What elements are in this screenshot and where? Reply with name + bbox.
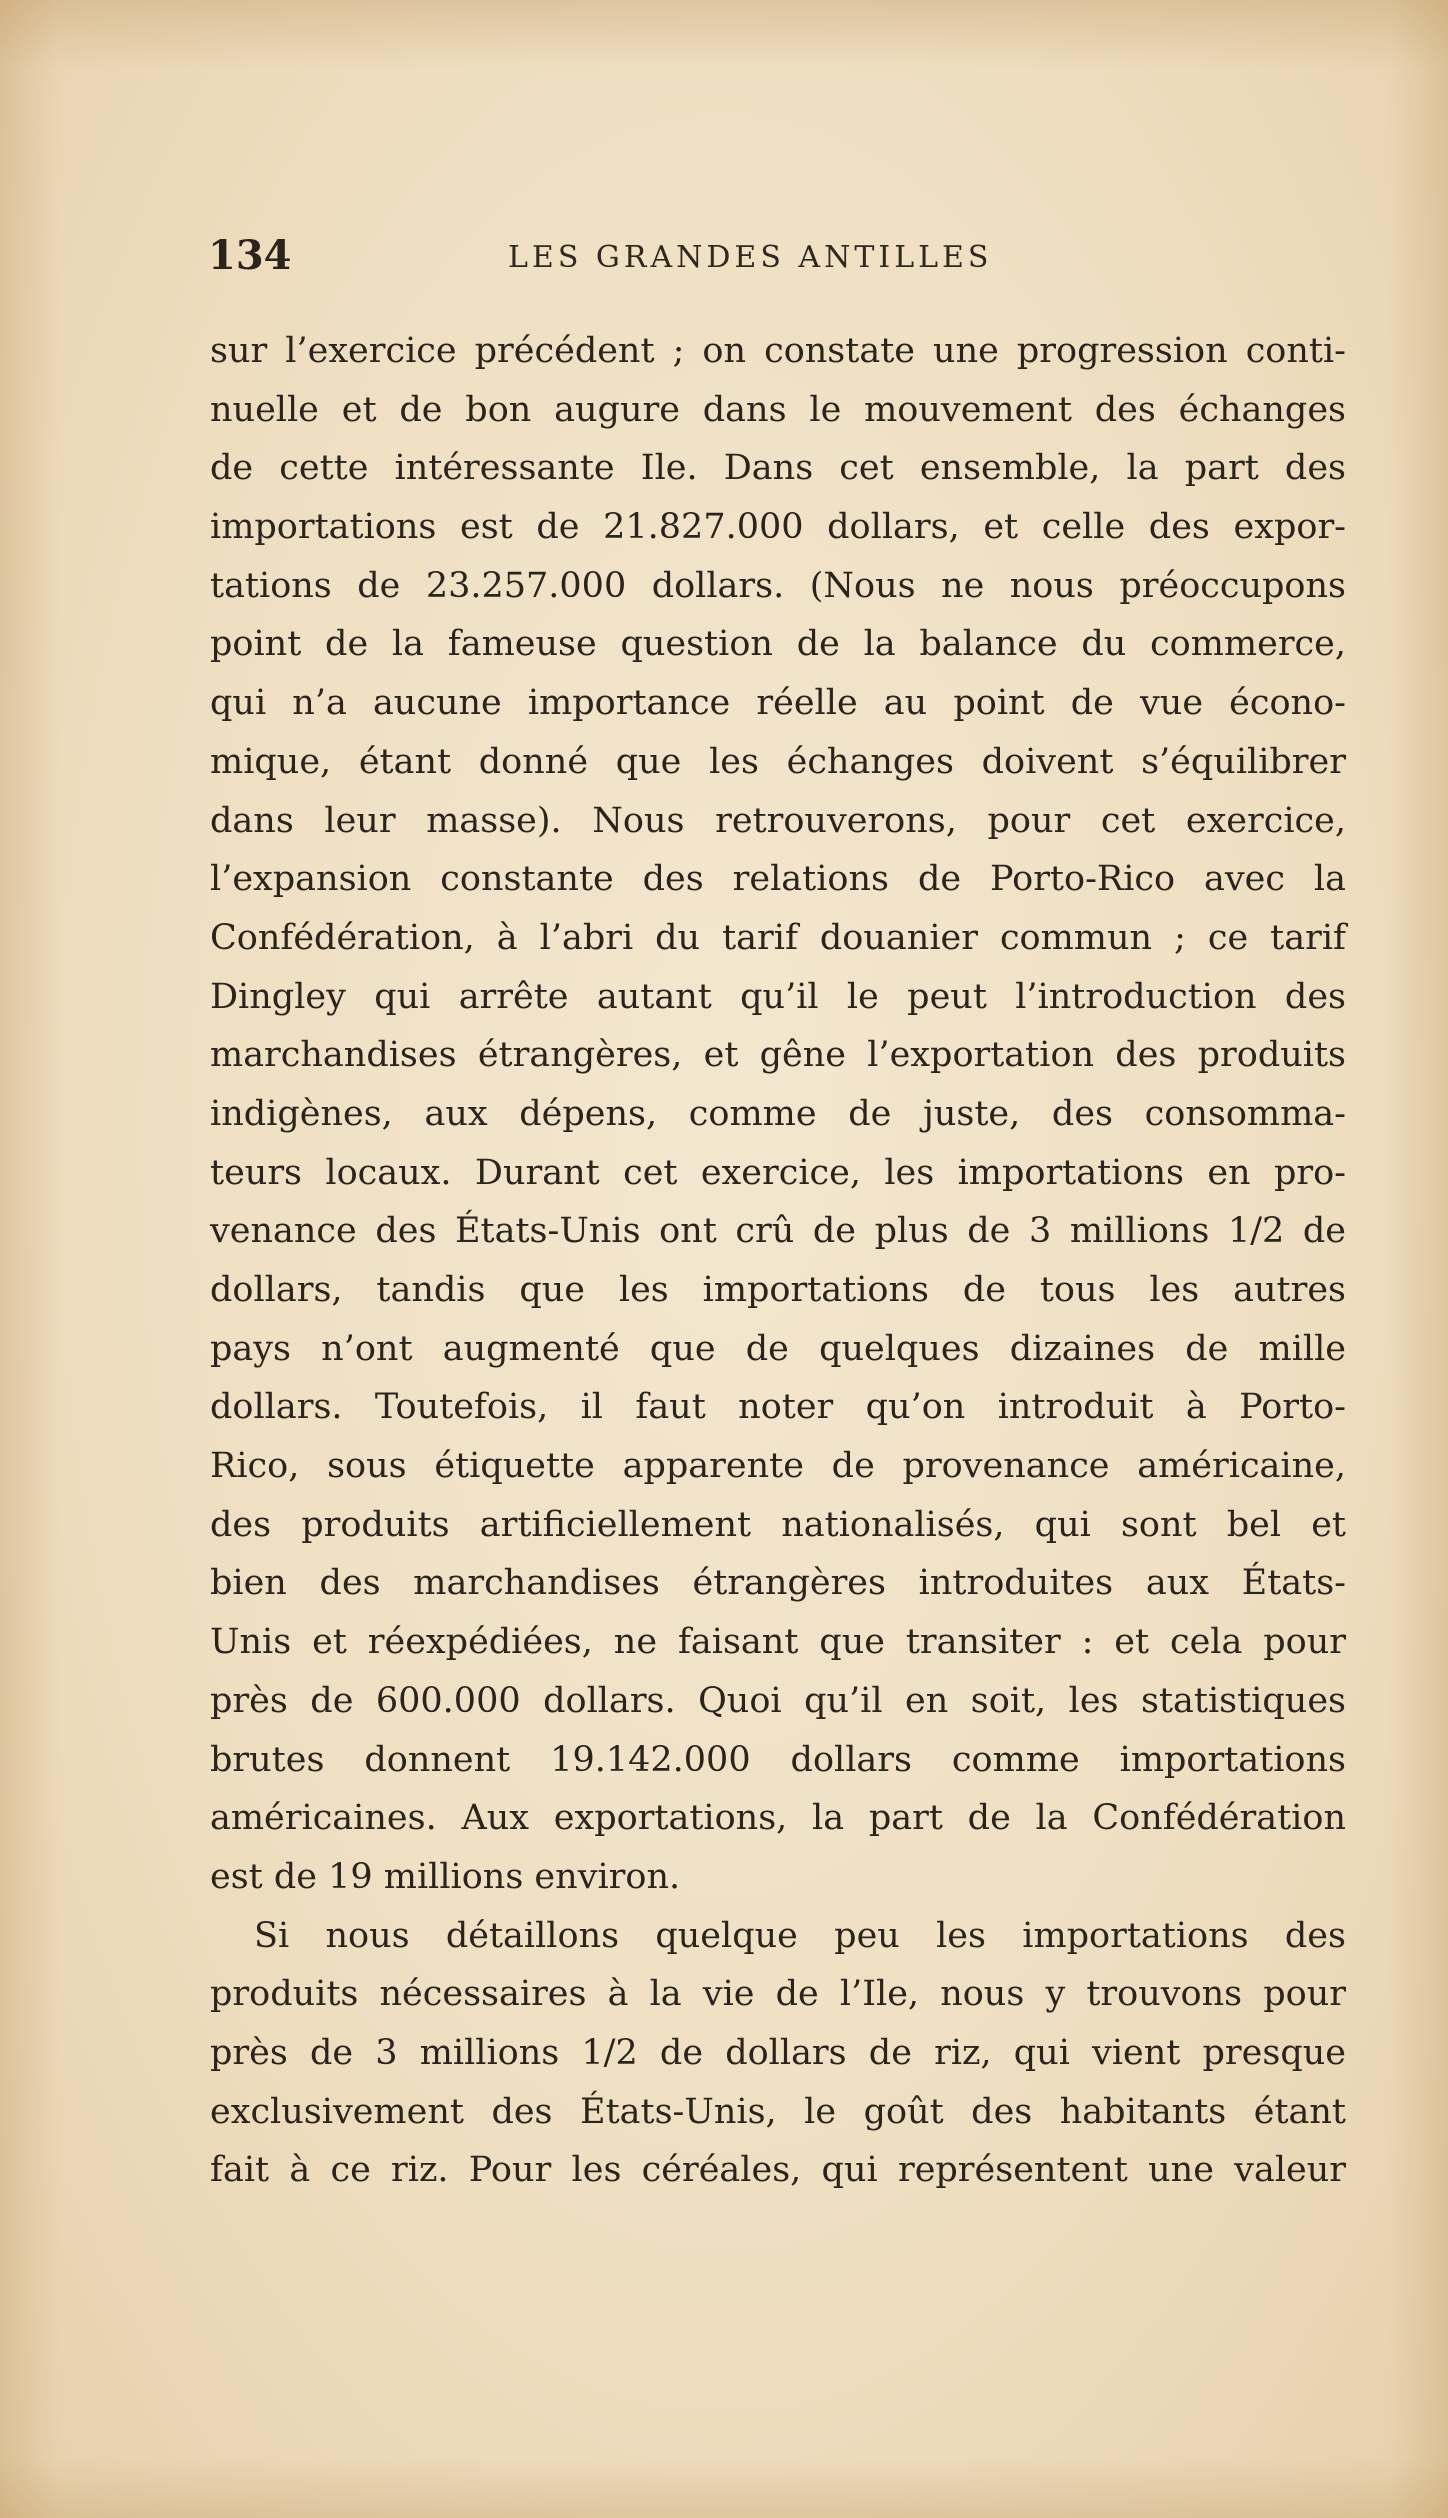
paragraph-2 — [210, 1907, 1346, 2200]
text-line: venance des États-Unis ont crû de plus de 3 millions 1/2 de — [210, 1211, 1346, 1252]
page-edge-top — [0, 0, 1448, 70]
text-line: dollars, tandis que les importations de tous les autres — [210, 1270, 1346, 1310]
text-line: Dingley qui arrête autant qu’il le peut l’introduction des — [210, 976, 1346, 1017]
running-title: LES GRANDES ANTILLES — [508, 240, 993, 275]
text-line: bien des marchandises étrangères introduites aux États- — [210, 1563, 1346, 1604]
text-line: dans leur masse). Nous retrouverons, pour cet exercice, — [210, 800, 1346, 841]
text-line: teurs locaux. Durant cet exercice, les importations en pro- — [210, 1152, 1346, 1193]
text-line: tations de 23.257.000 dollars. (Nous ne nous préoccupons — [210, 565, 1346, 606]
page-edge-bottom — [0, 2458, 1448, 2518]
text-line: pays n’ont augmenté que de quelques dizaines de mille — [210, 1328, 1346, 1369]
text-line: qui n’a aucune importance réelle au point de vue écono- — [210, 683, 1346, 724]
text-line: exclusivement des États-Unis, le goût des habitants étant — [210, 2091, 1346, 2132]
text-line: point de la fameuse question de la balance du commerce, — [210, 624, 1346, 665]
body-text — [210, 322, 1346, 2200]
text-line: Si nous détaillons quelque peu les importations des — [254, 1915, 1346, 1956]
text-line: produits nécessaires à la vie de l’Ile, nous y trouvons pour — [210, 1974, 1346, 2015]
text-line: sur l’exercice précédent ; on constate une progression conti- — [210, 331, 1346, 371]
page-edge-left — [0, 0, 60, 2518]
text-line: importations est de 21.827.000 dollars, et celle des expor- — [210, 507, 1346, 548]
text-line: brutes donnent 19.142.000 dollars comme importations — [210, 1739, 1346, 1780]
page-edge-right — [1388, 0, 1448, 2518]
text-line: Unis et réexpédiées, ne faisant que transiter : et cela pour — [210, 1622, 1346, 1663]
text-line: est de 19 millions environ. — [210, 1856, 681, 1897]
text-line: nuelle et de bon augure dans le mouvement des échanges — [210, 389, 1346, 430]
page-number: 134 — [208, 232, 292, 279]
text-line: l’expansion constante des relations de Porto-Rico avec la — [210, 859, 1346, 900]
text-line: dollars. Toutefois, il faut noter qu’on introduit à Porto- — [210, 1387, 1346, 1428]
text-line: fait à ce riz. Pour les céréales, qui représentent une valeur — [210, 2150, 1346, 2191]
text-line: américaines. Aux exportations, la part de la Confédération — [210, 1798, 1346, 1839]
text-line: Rico, sous étiquette apparente de provenance américaine, — [210, 1446, 1346, 1487]
running-head — [208, 228, 1348, 288]
text-line: indigènes, aux dépens, comme de juste, des consomma- — [210, 1093, 1346, 1134]
text-line: près de 3 millions 1/2 de dollars de riz, qui vient presque — [210, 2032, 1346, 2073]
text-line: mique, étant donné que les échanges doivent s’équilibrer — [210, 741, 1346, 782]
text-line: des produits artificiellement nationalisés, qui sont bel et — [210, 1504, 1346, 1545]
text-line: Confédération, à l’abri du tarif douanier commun ; ce tarif — [210, 917, 1346, 958]
paragraph-1 — [210, 322, 1346, 1907]
text-line: marchandises étrangères, et gêne l’exportation des produits — [210, 1035, 1346, 1076]
text-line: de cette intéressante Ile. Dans cet ensemble, la part des — [210, 448, 1346, 489]
text-line: près de 600.000 dollars. Quoi qu’il en soit, les statistiques — [210, 1680, 1346, 1721]
